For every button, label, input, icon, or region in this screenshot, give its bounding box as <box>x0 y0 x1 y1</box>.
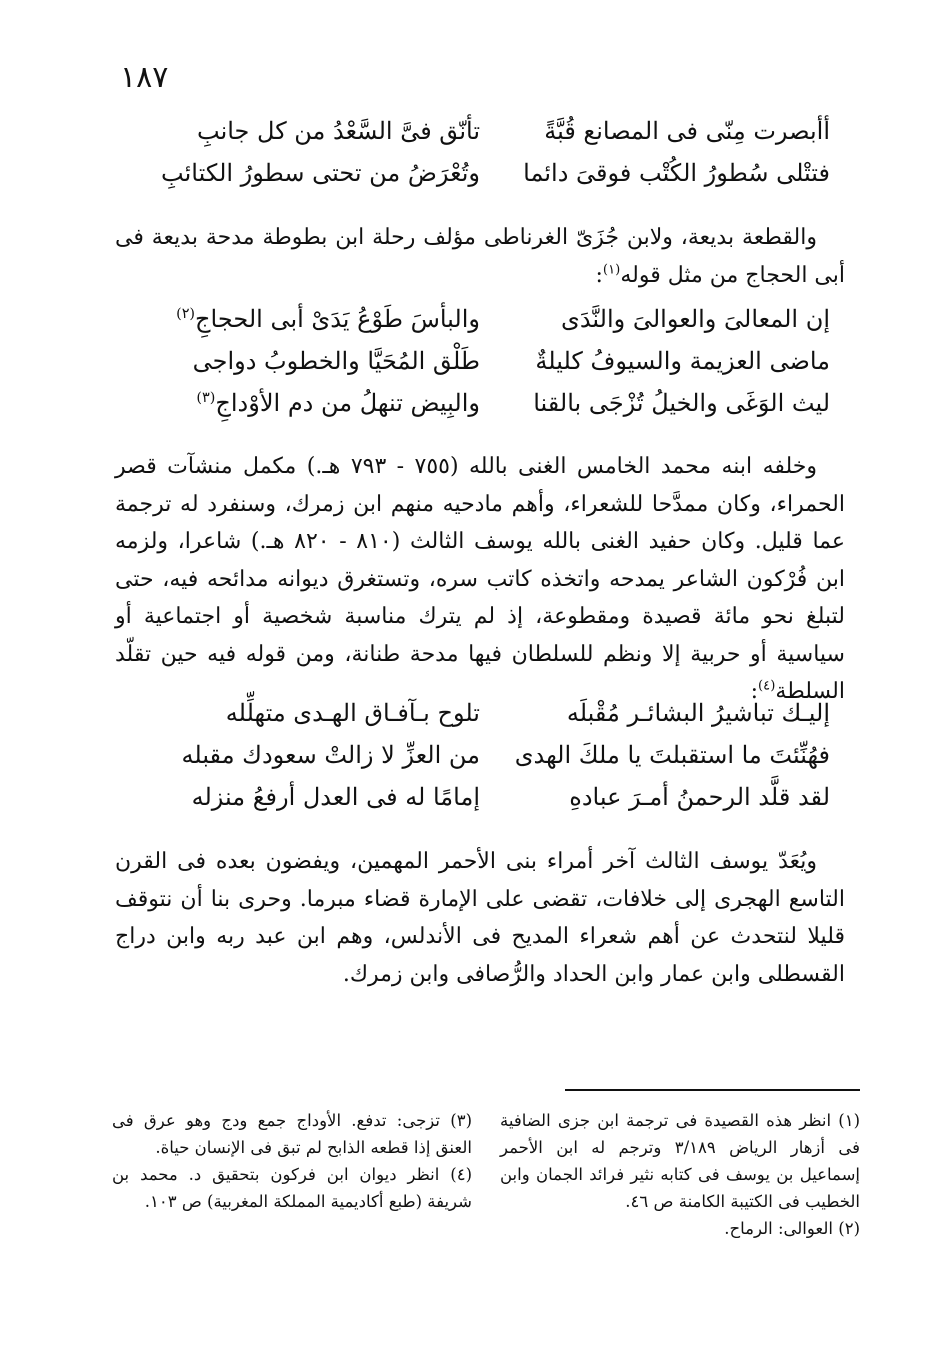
footnotes-right-column <box>500 1107 860 1242</box>
second-hemistich: وتُعْرَضُ من تحتى سطورُ الكتائبِ <box>161 159 480 187</box>
first-hemistich: إن المعالىَ والعوالىَ والنَّدَى <box>561 305 830 333</box>
first-hemistich: لقد قلَّد الرحمنُ أمـرَ عبادهِ <box>569 783 830 811</box>
paragraph-3 <box>115 843 845 993</box>
first-hemistich: ليث الوَغَى والخيلُ تُزْجَى بالقنا <box>533 389 830 417</box>
paragraph-2 <box>115 448 845 711</box>
first-hemistich: أأبصرت مِنّى فى المصانع قُبَّةً <box>544 117 830 145</box>
second-hemistich <box>150 382 480 424</box>
paragraph-text: ويُعَدّ يوسف الثالث آخر أمراء بنى الأحمر المهمين، ويفضون بعده فى القرن التاسع الهجرى إلى خلافات، تقضى على الإمارة قضاء مبرما. وحرى بنا أن نتوقف قليلا لنتحدث عن أهم شعراء المديح فى الأندلس، وهم ابن عبد ربه وابن دراج القسطلى وابن عمار وابن الحداد والرُّصافى وابن زمرك. <box>115 849 845 987</box>
paragraph-1 <box>115 219 845 294</box>
verse-line <box>150 382 830 424</box>
paragraph-tail: : <box>595 262 603 288</box>
second-hemistich: تأنّق فىَّ السَّعْدُ من كل جانبِ <box>197 117 480 145</box>
footnotes-left-column <box>112 1107 472 1215</box>
paragraph-tail: : <box>750 679 759 704</box>
footnote-1: (١) انظر هذه القصيدة فى ترجمة ابن جزى الضافية فى أزهار الرياض ٣/١٨٩ وترجم له ابن الأحمر إسماعيل بن يوسف فى كتابه نثير فرائد الجمان وابن الخطيب فى الكتيبة الكامنة ص ٤٦. <box>500 1111 860 1211</box>
second-hemistich: طَلْق المُحَيَّا والخطوبُ دواجى <box>192 347 480 375</box>
verse-line <box>150 734 830 776</box>
verse-line <box>150 692 830 734</box>
first-hemistich: ماضى العزيمة والسيوفُ كليلةٌ <box>535 347 830 375</box>
second-hemistich: إمامًا له فى العدل أرفعُ منزله <box>191 783 480 811</box>
first-hemistich: إليـك تباشيرُ البشائـر مُقْبلَه <box>566 699 830 727</box>
footnote-ref: (٤) <box>758 678 776 694</box>
page-number: ١٨٧ <box>120 60 169 95</box>
verse-line <box>150 152 830 194</box>
paragraph-text: والقطعة بديعة، ولابن جُزَىّ الغرناطى مؤلف رحلة ابن بطوطة مدحة بديعة فى أبى الحجاج من مثل قوله <box>115 225 845 288</box>
verse-line <box>150 776 830 818</box>
paragraph-text: وخلفه ابنه محمد الخامس الغنى بالله (٧٥٥ - ٧٩٣ هـ.) مكمل منشآت قصر الحمراء، وكان ممدَّحا للشعراء، وأهم مادحيه منهم ابن زمرك، وسنفرد له ترجمة عما قليل. وكان حفيد الغنى بالله يوسف الثالث (٨١٠ - ٨٢٠ هـ.) شاعرا، ولزمه ابن فُرْكون الشاعر يمدحه واتخذه كاتب سره، وتستغرق ديوانه مدائحه فيه، حتى لتبلغ نحو مائة قصيدة ومقطوعة، إذ لم يترك مناسبة شخصية أو اجتماعية أو سياسية أو حربية إلا ونظم للسلطان فيها مدحة طنانة، ومن قوله فيه حين تقلّد السلطة <box>115 454 846 704</box>
second-hemistich <box>150 298 480 340</box>
verse-line <box>150 110 830 152</box>
second-hemistich: من العزِّ لا زالتْ سعودك مقبله <box>181 741 480 769</box>
verse-block-1 <box>150 110 830 194</box>
verse-block-2 <box>150 298 830 424</box>
footnote-separator <box>565 1089 860 1091</box>
footnote-2: (٢) العوالى: الرماح. <box>724 1219 860 1238</box>
footnote-4: (٤) انظر ديوان ابن فركون بتحقيق د. محمد بن شريفة (طبع أكاديمية المملكة المغربية) ص ١٠٣. <box>112 1165 472 1211</box>
footnote-ref: (١) <box>602 262 621 278</box>
footnote-3: (٣) تزجى: تدفع. الأوداج جمع ودج وهو عرق فى العنق إذا قطعه الذابح لم تبق فى الإنسان حياة. <box>112 1111 472 1157</box>
footnote-ref: (٣) <box>196 390 216 406</box>
verse-line <box>150 298 830 340</box>
verse-block-3 <box>150 692 830 818</box>
verse-line <box>150 340 830 382</box>
first-hemistich: فتتْلى سُطورُ الكُتْب فوقىَ دائما <box>523 159 830 187</box>
first-hemistich: فهُنِّئتَ ما استقبلتَ يا ملكَ الهدى <box>514 741 830 769</box>
second-hemistich: تلوح بـآفـاق الهـدى متهلِّله <box>225 699 480 727</box>
hemistich-text: والبأسَ طَوْعُ يَدَىْ أبى الحجاجِ <box>195 305 480 333</box>
footnote-ref: (٢) <box>176 306 196 322</box>
hemistich-text: والبِيض تنهلُ من دم الأوْداجِ <box>215 389 480 417</box>
